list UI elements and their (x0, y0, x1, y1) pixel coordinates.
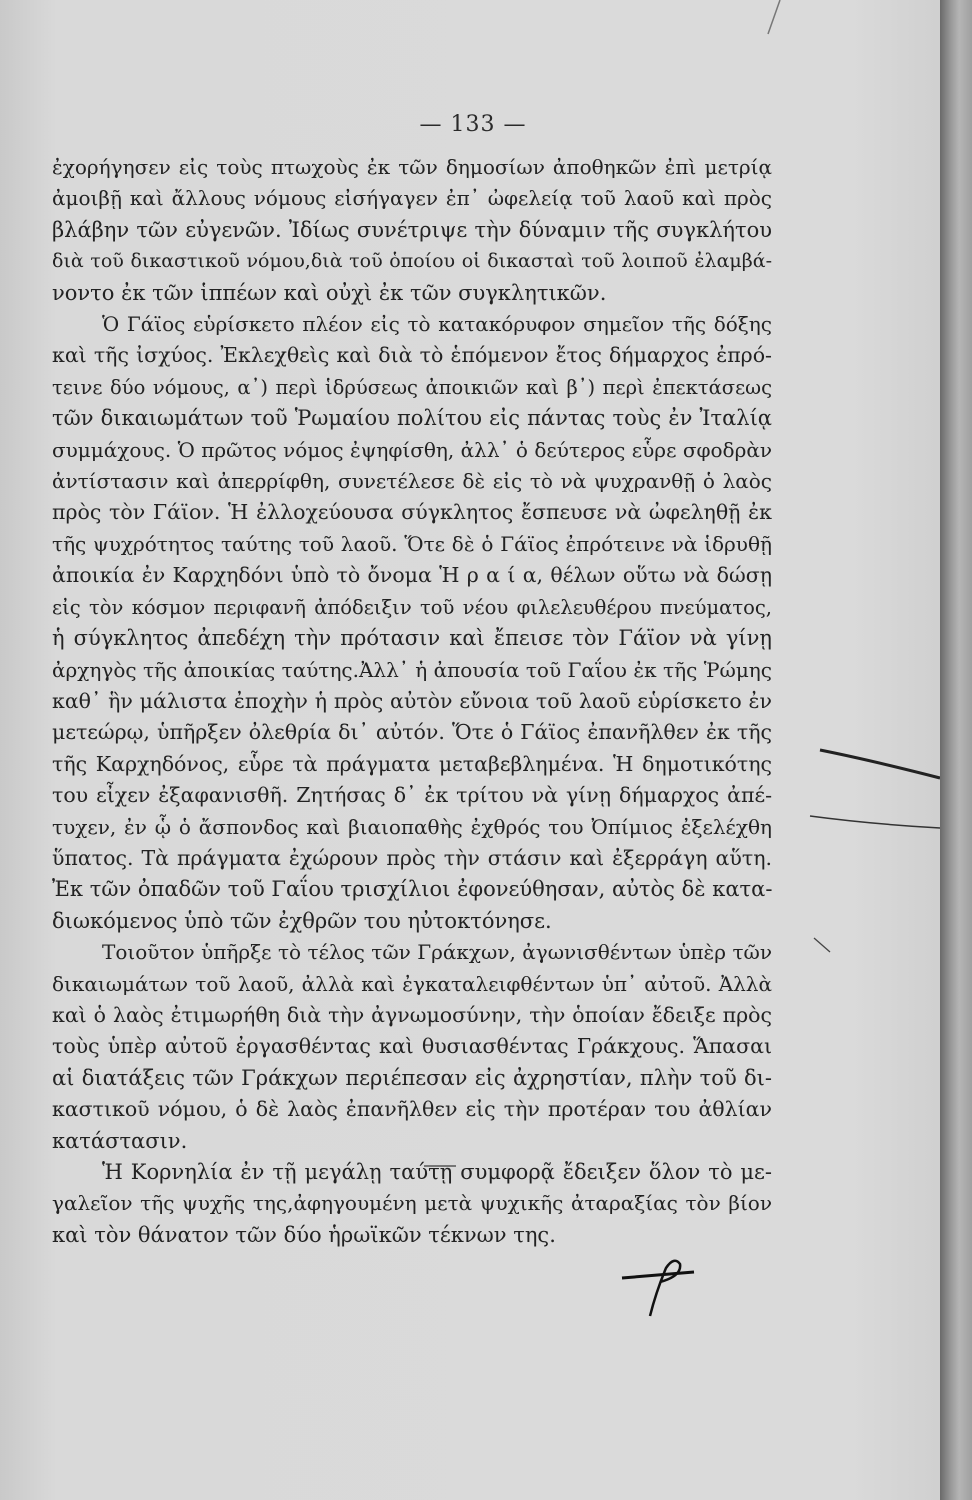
text-line: πρὸς τὸν Γάϊον. Ἡ ἐλλοχεύουσα σύγκλητος ἔσπευσε νὰ ὠφεληθῇ ἐκ (52, 500, 772, 525)
text-line: ἀρχηγὸς τῆς ἀποικίας ταύτης.Ἀλλ᾽ ἡ ἀπουσία τοῦ Γαΐου ἐκ τῆς Ῥώμης (52, 657, 772, 682)
text-line: καὶ τὸν θάνατον τῶν δύο ἡρωϊκῶν τέκνων της. (52, 1222, 556, 1247)
text-line: συμμάχους. Ὁ πρῶτος νόμος ἐψηφίσθη, ἀλλ᾽ ὁ δεύτερος εὗρε σφοδρὰν (52, 437, 772, 462)
paragraph-start-line: Ἡ Κορνηλία ἐν τῇ μεγάλῃ ταύτῃ συμφορᾷ ἔδειξεν ὅλον τὸ με- (102, 1160, 772, 1184)
handwritten-flourish (610, 1252, 700, 1322)
text-line: Ἐκ τῶν ὀπαδῶν τοῦ Γαΐου τρισχίλιοι ἐφονεύθησαν, αὐτὸς δὲ κατα- (52, 877, 773, 902)
margin-pen-strokes (800, 720, 946, 980)
text-line: καστικοῦ νόμου, ὁ δὲ λαὸς ἐπανῆλθεν εἰς τὴν προτέραν του ἀθλίαν (52, 1097, 772, 1122)
text-line: δικαιωμάτων τοῦ λαοῦ, ἀλλὰ καὶ ἐγκαταλειφθέντων ὑπ᾽ αὐτοῦ. Ἀλλὰ (52, 971, 772, 996)
text-line: τυχεν, ἐν ᾧ ὁ ἄσπονδος καὶ βιαιοπαθὴς ἐχθρός του Ὀπίμιος ἐξελέχθη (52, 814, 772, 839)
text-line: μετεώρῳ, ὑπῆρξεν ὀλεθρία δι᾽ αὐτόν. Ὅτε ὁ Γάϊος ἐπανῆλθεν ἐκ τῆς (52, 720, 772, 745)
text-line: νοντο ἐκ τῶν ἱππέων καὶ οὐχὶ ἐκ τῶν συγκλητικῶν. (52, 280, 607, 305)
text-line: ἀμοιβῇ καὶ ἄλλους νόμους εἰσήγαγεν ἐπ᾽ ὠφελείᾳ τοῦ λαοῦ καὶ πρὸς (52, 186, 772, 211)
text-line: τῶν δικαιωμάτων τοῦ Ῥωμαίου πολίτου εἰς πάντας τοὺς ἐν Ἰταλίᾳ (52, 406, 772, 431)
text-line: διὰ τοῦ δικαστικοῦ νόμου,διὰ τοῦ ὁποίου οἱ δικασταὶ τοῦ λοιποῦ ἐλαμβά- (52, 250, 772, 273)
text-line: κατάστασιν. (52, 1128, 188, 1153)
text-line: καὶ τῆς ἰσχύος. Ἐκλεχθεὶς καὶ διὰ τὸ ἑπόμενον ἔτος δήμαρχος ἐπρό- (52, 343, 772, 368)
text-line: καθ᾽ ἣν μάλιστα ἐποχὴν ἡ πρὸς αὐτὸν εὔνοια τοῦ λαοῦ εὑρίσκετο ἐν (52, 688, 772, 713)
text-line: γαλεῖον τῆς ψυχῆς της,ἀφηγουμένη μετὰ ψυχικῆς ἀταραξίας τὸν βίον (52, 1191, 772, 1216)
text-line: τοὺς ὑπὲρ αὐτοῦ ἐργασθέντας καὶ θυσιασθέντας Γράκχους. Ἅπασαι (52, 1034, 772, 1059)
page-edge-shadow (940, 0, 972, 1500)
text-line: τεινε δύο νόμους, α᾽) περὶ ἱδρύσεως ἀποικιῶν καὶ β᾽) περὶ ἐπεκτάσεως (52, 375, 772, 399)
text-line: ἀποικία ἐν Καρχηδόνι ὑπὸ τὸ ὄνομα Ἡ ρ α ί α, θέλων οὕτω νὰ δώσῃ (52, 563, 772, 588)
text-line: ἐχορήγησεν εἰς τοὺς πτωχοὺς ἐκ τῶν δημοσίων ἀποθηκῶν ἐπὶ μετρίᾳ (52, 155, 772, 179)
text-line: εἰς τὸν κόσμον περιφανῆ ἀπόδειξιν τοῦ νέου φιλελευθέρου πνεύματος, (52, 595, 772, 619)
text-line: αἱ διατάξεις τῶν Γράκχων περιέπεσαν εἰς ἀχρηστίαν, πλὴν τοῦ δι- (52, 1065, 772, 1090)
text-line: ἀντίστασιν καὶ ἀπερρίφθη, συνετέλεσε δὲ εἰς τὸ νὰ ψυχρανθῇ ὁ λαὸς (52, 469, 772, 494)
text-line: διωκόμενος ὑπὸ τῶν ἐχθρῶν του ηὐτοκτόνησε. (52, 908, 552, 933)
text-line: ἡ σύγκλητος ἀπεδέχη τὴν πρότασιν καὶ ἔπεισε τὸν Γάϊον νὰ γίνῃ (52, 626, 772, 651)
page-number: — 133 — (419, 112, 527, 137)
paragraph-start-line: Ὁ Γάϊος εὑρίσκετο πλέον εἰς τὸ κατακόρυφον σημεῖον τῆς δόξης (102, 312, 772, 337)
printed-dash-mark (420, 1162, 460, 1170)
text-line: βλάβην τῶν εὐγενῶν. Ἰδίως συνέτριψε τὴν δύναμιν τῆς συγκλήτου (52, 217, 772, 242)
text-line: ὕπατος. Τὰ πράγματα ἐχώρουν πρὸς τὴν στάσιν καὶ ἐξερράγη αὕτη. (52, 845, 772, 870)
text-line: καὶ ὁ λαὸς ἐτιμωρήθη διὰ τὴν ἀγνωμοσύνην, τὴν ὁποίαν ἔδειξε πρὸς (52, 1002, 772, 1027)
text-line: τῆς Καρχηδόνος, εὗρε τὰ πράγματα μεταβεβλημένα. Ἡ δημοτικότης (52, 751, 772, 776)
text-line: τῆς ψυχρότητος ταύτης τοῦ λαοῦ. Ὅτε δὲ ὁ Γάϊος ἐπρότεινε νὰ ἱδρυθῇ (52, 531, 772, 556)
top-pencil-marks (740, 0, 800, 40)
text-line: του εἶχεν ἐξαφανισθῆ. Ζητήσας δ᾽ ἐκ τρίτου νὰ γίνῃ δήμαρχος ἀπέ- (52, 783, 772, 808)
body-text (52, 152, 772, 1251)
paragraph-start-line: Τοιοῦτον ὑπῆρξε τὸ τέλος τῶν Γράκχων, ἀγωνισθέντων ὑπὲρ τῶν (102, 940, 772, 965)
